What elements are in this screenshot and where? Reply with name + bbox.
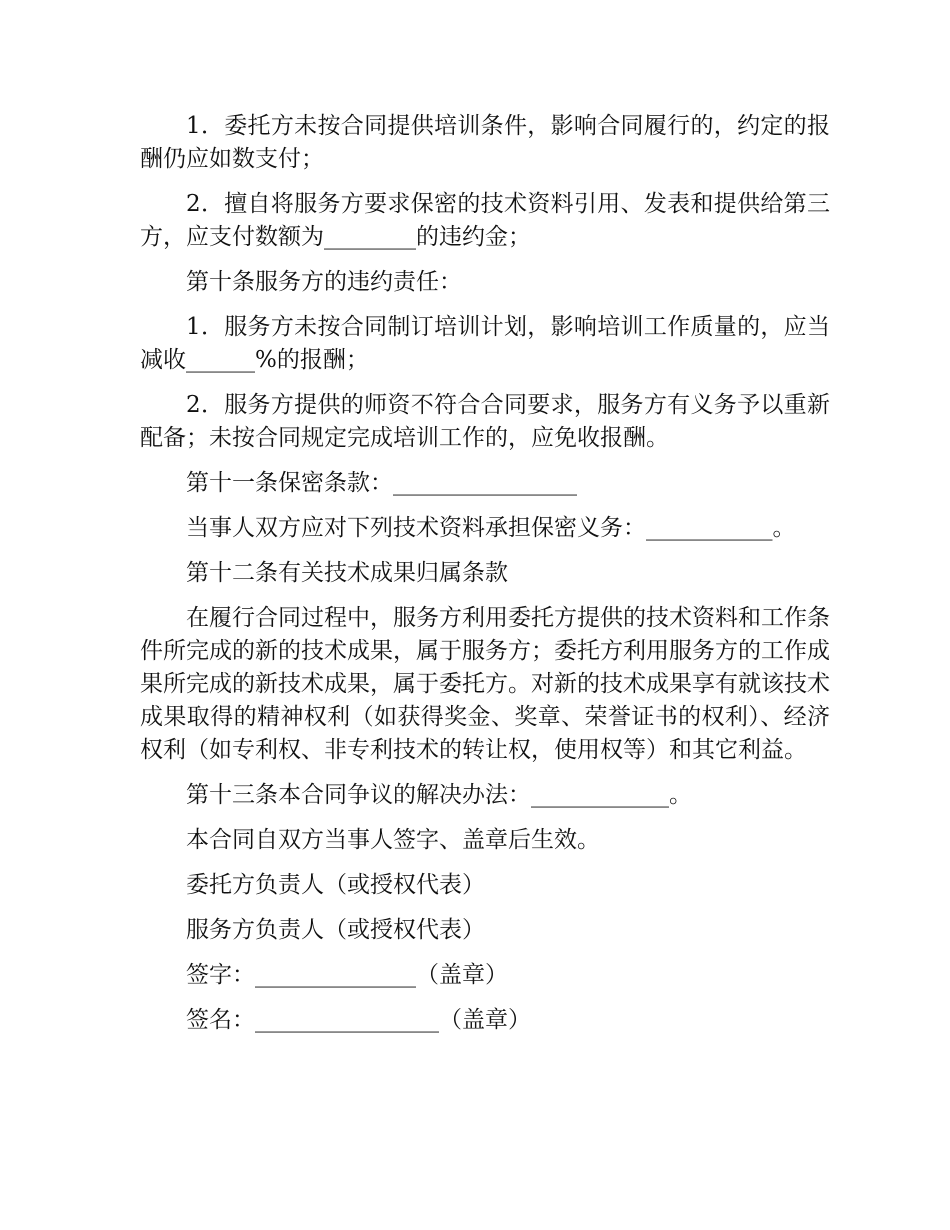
- document-body: [140, 110, 830, 1049]
- clause-13-heading: 第十三条本合同争议的解决办法：____________。: [186, 782, 692, 808]
- clause-11-body: 当事人双方应对下列技术资料承担保密义务：___________。: [186, 515, 796, 541]
- clause-12-body: 在履行合同过程中，服务方利用委托方提供的技术资料和工作条件所完成的新的技术成果，属于服务方；委托方利用服务方的工作成果所完成的新技术成果，属于委托方。对新的技术成果享有就该技术成果取得的精神权利（如获得奖金、奖章、荣誉证书的权利）、经济权利（如专利权、非专利技术的转让权，使用权等）和其它利益。: [140, 605, 830, 763]
- clause-10-item-2: 2．服务方提供的师资不符合合同要求，服务方有义务予以重新配备；未按合同规定完成培训工作的，应免收报酬。: [140, 392, 830, 451]
- signature-line-1: 签字：______________（盖章）: [186, 962, 508, 988]
- signature-line-2: 签名：________________（盖章）: [186, 1007, 531, 1033]
- clause-10-heading: 第十条服务方的违约责任：: [186, 269, 462, 295]
- clause-10-item-1: 1．服务方未按合同制订培训计划，影响培训工作质量的，应当减收______%的报酬；: [140, 314, 830, 373]
- clause-9-item-1: 1．委托方未按合同提供培训条件，影响合同履行的，约定的报酬仍应如数支付；: [140, 113, 830, 172]
- service-representative-line: 服务方负责人（或授权代表）: [186, 917, 485, 943]
- client-representative-line: 委托方负责人（或授权代表）: [186, 872, 485, 898]
- clause-9-item-2: 2．擅自将服务方要求保密的技术资料引用、发表和提供给第三方，应支付数额为________的违约金；: [140, 191, 830, 250]
- clause-11-heading: 第十一条保密条款：________________: [186, 470, 577, 496]
- clause-12-heading: 第十二条有关技术成果归属条款: [186, 560, 508, 586]
- effective-statement: 本合同自双方当事人签字、盖章后生效。: [186, 827, 600, 853]
